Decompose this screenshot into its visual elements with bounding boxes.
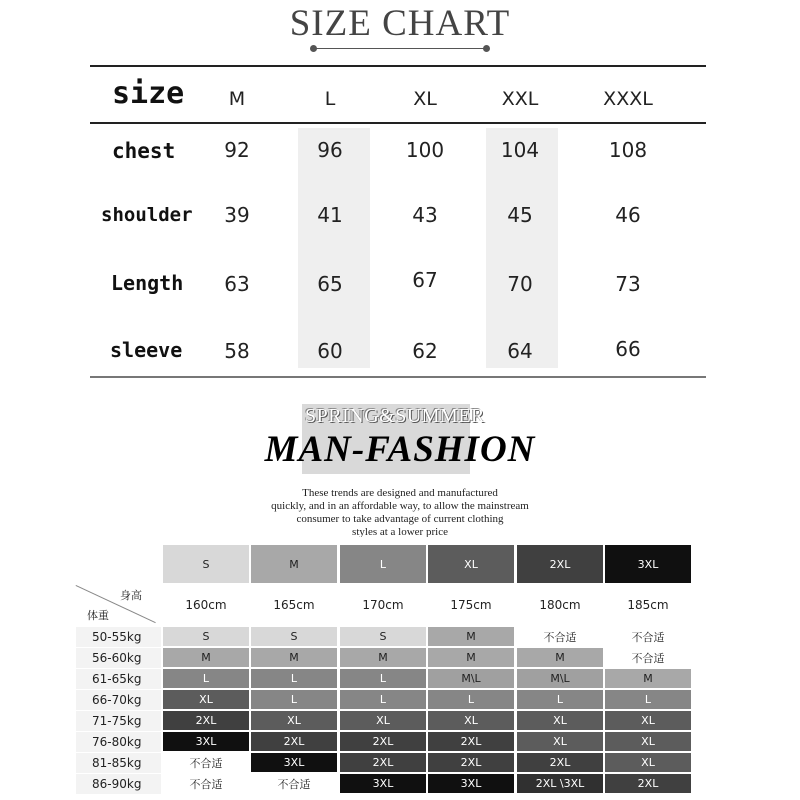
height-cell: 160cm — [163, 585, 249, 625]
fit-cell: 不合适 — [605, 648, 691, 667]
fit-cell: M\L — [517, 669, 603, 688]
fit-cell: 2XL — [428, 732, 514, 751]
measurement-value: 96 — [317, 138, 343, 162]
height-cell: 175cm — [428, 585, 514, 625]
title-ornament — [310, 44, 490, 52]
fit-cell: M — [340, 648, 426, 667]
measurement-value: 46 — [615, 203, 641, 227]
fit-cell: 2XL — [340, 732, 426, 751]
fit-cell: XL — [428, 711, 514, 730]
measurement-value: 39 — [224, 203, 250, 227]
fit-cell: 2XL — [163, 711, 249, 730]
weight-label: 86-90kg — [76, 774, 161, 794]
height-cell: 170cm — [340, 585, 426, 625]
measurement-value: 43 — [412, 203, 438, 227]
weight-label: 61-65kg — [76, 669, 161, 689]
fit-cell: XL — [251, 711, 337, 730]
height-cell: 185cm — [605, 585, 691, 625]
fit-cell: 3XL — [428, 774, 514, 793]
fit-cell: 2XL — [428, 753, 514, 772]
fit-cell: XL — [517, 711, 603, 730]
size-swatch-header: 2XL — [517, 545, 603, 583]
measurement-value: 92 — [224, 138, 250, 162]
fit-cell: 3XL — [340, 774, 426, 793]
fit-cell: XL — [517, 732, 603, 751]
fit-cell: 2XL — [517, 753, 603, 772]
table-top-rule — [90, 65, 706, 67]
fit-cell: M — [428, 648, 514, 667]
measurement-value: 67 — [412, 268, 438, 292]
size-swatch-header: XL — [428, 545, 514, 583]
fit-cell: 3XL — [251, 753, 337, 772]
fit-cell: 不合适 — [163, 753, 249, 772]
fit-cell: XL — [605, 753, 691, 772]
fit-cell: M — [163, 648, 249, 667]
fit-cell: M — [428, 627, 514, 646]
fit-cell: M — [251, 648, 337, 667]
height-cell: 180cm — [517, 585, 603, 625]
measurement-value: 58 — [224, 339, 250, 363]
measurement-value: 65 — [317, 272, 343, 296]
measurement-value: 64 — [507, 339, 533, 363]
fit-cell: S — [251, 627, 337, 646]
description-line: These trends are designed and manufactured — [302, 487, 498, 499]
size-header: XXXL — [603, 88, 653, 110]
measurement-value: 45 — [507, 203, 533, 227]
fit-cell: 2XL \3XL — [517, 774, 603, 793]
measurement-label: chest — [112, 139, 176, 163]
fit-cell: 不合适 — [605, 627, 691, 646]
size-header: XL — [413, 88, 437, 110]
fit-cell: XL — [340, 711, 426, 730]
size-swatch-header: L — [340, 545, 426, 583]
fit-cell: L — [340, 690, 426, 709]
fit-cell: XL — [163, 690, 249, 709]
fit-cell: 不合适 — [517, 627, 603, 646]
fit-cell: 3XL — [163, 732, 249, 751]
fit-cell: S — [163, 627, 249, 646]
fit-cell: 2XL — [251, 732, 337, 751]
description-line: quickly, and in an affordable way, to allow the mainstream — [271, 500, 529, 512]
measurement-value: 108 — [608, 138, 648, 162]
measurement-value: 62 — [412, 339, 438, 363]
measurement-label: shoulder — [101, 204, 193, 226]
measurement-value: 41 — [317, 203, 343, 227]
fit-cell: 不合适 — [163, 774, 249, 793]
fit-cell: L — [163, 669, 249, 688]
measurement-value: 66 — [615, 337, 641, 361]
fit-cell: L — [340, 669, 426, 688]
measurement-value: 60 — [317, 339, 343, 363]
weight-label: 50-55kg — [76, 627, 161, 647]
size-row-label: size — [112, 76, 185, 111]
height-axis-label: 身高 — [120, 589, 142, 602]
size-swatch-header: S — [163, 545, 249, 583]
header-rule — [90, 122, 706, 124]
measurement-value: 73 — [615, 272, 641, 296]
column-shade-xxl — [486, 128, 558, 368]
measurement-value: 100 — [405, 138, 445, 162]
fit-cell: XL — [605, 732, 691, 751]
fit-cell: L — [428, 690, 514, 709]
table-bottom-rule — [90, 376, 706, 378]
fit-cell: 2XL — [605, 774, 691, 793]
height-cell: 165cm — [251, 585, 337, 625]
weight-label: 56-60kg — [76, 648, 161, 668]
fit-cell: S — [340, 627, 426, 646]
fit-cell: M\L — [428, 669, 514, 688]
description-line: styles at a lower price — [352, 526, 448, 537]
column-shade-l — [298, 128, 370, 368]
size-swatch-header: M — [251, 545, 337, 583]
measurement-value: 70 — [507, 272, 533, 296]
fit-cell: XL — [605, 711, 691, 730]
measurement-label: Length — [111, 271, 184, 295]
fit-cell: L — [251, 669, 337, 688]
description-line: consumer to take advantage of current clothing — [296, 513, 504, 525]
weight-label: 81-85kg — [76, 753, 161, 773]
fit-cell: L — [517, 690, 603, 709]
weight-label: 66-70kg — [76, 690, 161, 710]
measurement-label: sleeve — [110, 338, 183, 362]
fit-cell: M — [517, 648, 603, 667]
size-header: M — [228, 88, 246, 110]
measurement-value: 63 — [224, 272, 250, 296]
fit-cell: 不合适 — [251, 774, 337, 793]
table-corner — [75, 585, 160, 625]
weight-label: 71-75kg — [76, 711, 161, 731]
size-swatch-header: 3XL — [605, 545, 691, 583]
man-fashion-heading: MAN-FASHION — [264, 429, 536, 470]
fit-cell: 2XL — [340, 753, 426, 772]
size-chart-title: SIZE CHART — [289, 3, 511, 44]
spring-summer-text: SPRING&SUMMER — [305, 405, 485, 427]
weight-label: 76-80kg — [76, 732, 161, 752]
description-text — [0, 487, 800, 537]
measurement-value: 104 — [500, 138, 540, 162]
size-header: L — [324, 88, 336, 110]
weight-axis-label: 体重 — [87, 609, 109, 622]
fit-cell: L — [251, 690, 337, 709]
fit-cell: L — [605, 690, 691, 709]
size-header: XXL — [501, 88, 539, 110]
fit-cell: M — [605, 669, 691, 688]
